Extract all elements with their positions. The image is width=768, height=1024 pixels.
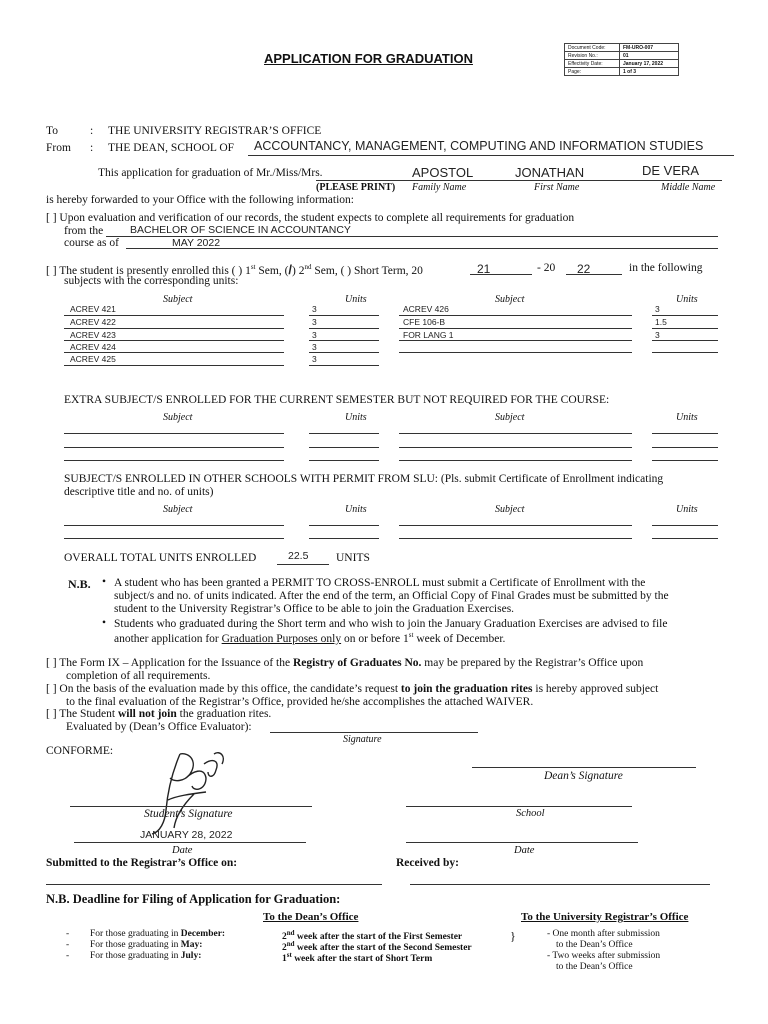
enrolled-tail: in the following — [629, 262, 703, 274]
enrolled-text: [ ] The student is presently enrolled this ( ) 1 — [46, 265, 251, 277]
enrolled-text: Sem, ( — [255, 265, 289, 277]
registrar-office-heading: To the University Registrar’s Office — [521, 911, 689, 923]
subject-label: Subject — [495, 294, 525, 305]
deadline-term: May: — [180, 940, 203, 950]
nb-bullet1-line1: A student who has been granted a PERMIT TO CROSS-ENROLL must submit a Certificate of Enrollment with the — [114, 577, 646, 589]
middle-name-label: Middle Name — [661, 182, 716, 193]
received-label: Received by: — [396, 857, 459, 869]
subject-label: Subject — [495, 504, 525, 515]
units-cell: 3 — [312, 330, 317, 340]
deadline-text: For those graduating in — [90, 929, 181, 939]
check1-line2: completion of all requirements. — [66, 670, 211, 682]
nb-label: N.B. — [68, 577, 91, 591]
deadline-row-3 — [90, 951, 201, 961]
subject-label: Subject — [163, 504, 193, 515]
deadline-text: 2 — [282, 932, 287, 943]
bullet: • — [102, 576, 107, 588]
subject-cell: CFE 106-B — [403, 317, 446, 327]
subject-label: Subject — [163, 294, 193, 305]
colon: : — [90, 125, 94, 137]
sup: nd — [286, 940, 295, 948]
document-control-table — [564, 43, 679, 76]
nb-bullet2-line2 — [114, 631, 505, 645]
applicant-intro: This application for graduation of Mr./Miss/Mrs. — [98, 167, 323, 179]
registrar-note: to the Dean’s Office — [556, 940, 633, 950]
units-cell: 3 — [655, 330, 660, 340]
dash: - — [66, 940, 70, 950]
dean-office-heading: To the Dean’s Office — [263, 911, 359, 923]
registrar-note: - One month after submission — [547, 929, 660, 939]
subject-label: Subject — [163, 412, 193, 423]
school-name: ACCOUNTANCY, MANAGEMENT, COMPUTING AND INFORMATION STUDIES — [254, 139, 704, 153]
check1-line1 — [46, 657, 643, 669]
check-text: is hereby approved subject — [532, 683, 659, 695]
to-label: To — [46, 125, 58, 137]
dash: - — [66, 951, 70, 961]
year2: 22 — [577, 262, 591, 276]
control-label: Revision No.: — [565, 52, 620, 60]
check-text: [ ] The Student — [46, 708, 118, 720]
deadline-text: 1 — [282, 954, 287, 965]
other-schools-line2: descriptive title and no. of units) — [64, 486, 214, 498]
first-name-label: First Name — [534, 182, 580, 193]
page-title: APPLICATION FOR GRADUATION — [264, 51, 473, 66]
units-label: Units — [345, 294, 367, 305]
colon: : — [90, 142, 94, 154]
nb-bullet1-line3: student to the University Registrar’s Office to be able to join the Graduation Exercises. — [114, 603, 515, 615]
check-bold-text: Registry of Graduates No. — [292, 657, 422, 669]
signature-label: Signature — [343, 734, 382, 745]
deadline-heading: N.B. Deadline for Filing of Application for Graduation: — [46, 892, 341, 906]
nb-text: week of December. — [413, 632, 506, 645]
units-label: Units — [676, 504, 698, 515]
student-signature-label: Student’s Signature — [144, 808, 233, 820]
deadline-row-1 — [90, 929, 225, 939]
first-name: JONATHAN — [515, 165, 585, 180]
registrar-note: to the Dean’s Office — [556, 962, 633, 972]
deadline-row-3-week — [282, 951, 432, 964]
control-value: FM-URO-007 — [620, 44, 679, 52]
evaluation-line: [ ] Upon evaluation and verification of our records, the student expects to complete all requirements for graduation — [46, 212, 575, 224]
units-cell: 3 — [312, 304, 317, 314]
to-value: THE UNIVERSITY REGISTRAR’S OFFICE — [108, 125, 322, 137]
deadline-term: December: — [180, 929, 226, 939]
control-value: 01 — [620, 52, 679, 60]
enrolled-line-b: subjects with the corresponding units: — [64, 275, 239, 287]
subject-cell: ACREV 422 — [70, 317, 116, 327]
subject-cell: ACREV 423 — [70, 330, 116, 340]
control-label: Effectivity Date: — [565, 60, 620, 68]
course-as-of-label: course as of — [64, 237, 119, 249]
other-schools-line1: SUBJECT/S ENROLLED IN OTHER SCHOOLS WITH PERMIT FROM SLU: (Pls. submit Certificate of Enrollment indicating — [64, 473, 664, 485]
enrolled-text: Sem, ( ) Short Term, 20 — [311, 265, 423, 277]
from-value: THE DEAN, SCHOOL OF — [108, 142, 235, 154]
check3-line1 — [46, 708, 271, 720]
school-date-line — [406, 842, 638, 843]
middle-name: DE VERA — [642, 163, 700, 178]
year1: 21 — [477, 262, 491, 276]
sup: st — [250, 263, 256, 272]
deadline-row-2 — [90, 940, 202, 950]
year-dash: - 20 — [537, 262, 556, 274]
total-label: OVERALL TOTAL UNITS ENROLLED — [64, 552, 257, 564]
nb-text: on or before 1 — [341, 632, 409, 645]
bullet: • — [102, 617, 107, 629]
course-date: MAY 2022 — [172, 237, 221, 249]
sup: st — [408, 631, 414, 639]
units-label: Units — [676, 294, 698, 305]
school-signature-line — [406, 806, 632, 807]
units-label: Units — [676, 412, 698, 423]
student-sign-date: JANUARY 28, 2022 — [140, 829, 233, 841]
family-name: APOSTOL — [412, 165, 474, 180]
course-name: BACHELOR OF SCIENCE IN ACCOUNTANCY — [130, 224, 351, 236]
units-cell: 3 — [655, 304, 660, 314]
check-text: may be prepared by the Registrar’s Office upon — [421, 657, 644, 669]
family-name-label: Family Name — [412, 182, 467, 193]
subject-label: Subject — [495, 412, 525, 423]
dean-signature-label: Dean’s Signature — [544, 770, 623, 782]
units-cell: 1.5 — [655, 317, 667, 327]
subject-cell: ACREV 425 — [70, 354, 116, 364]
check-text: [ ] On the basis of the evaluation made by this office, the candidate’s request — [46, 683, 401, 695]
units-cell: 3 — [312, 354, 317, 364]
nb-bullet1-line2: subject/s and no. of units indicated. After the end of the term, an Official Copy of Final Grades must be submitted by the — [114, 590, 669, 602]
check-bold-text: to join the graduation rites — [400, 683, 533, 695]
check2-line2: to the final evaluation of the Registrar’s Office, provided he/she accomplishes the attached WAIVER. — [66, 696, 534, 708]
please-print: (PLEASE PRINT) — [316, 182, 396, 193]
second-sem-check-mark: / — [288, 262, 293, 277]
registrar-note: - Two weeks after submission — [547, 951, 661, 961]
sup: st — [286, 951, 292, 959]
total-units-label: UNITS — [336, 552, 370, 564]
units-label: Units — [345, 504, 367, 515]
sup: nd — [286, 929, 295, 937]
control-label: Document Code: — [565, 44, 620, 52]
subject-cell: ACREV 421 — [70, 304, 116, 314]
check-text: [ ] The Form IX – Application for the Issuance of the — [46, 657, 293, 669]
forward-text: is hereby forwarded to your Office with the following information: — [46, 194, 354, 206]
nb-bullet2-line1: Students who graduated during the Short term and who wish to join the January Graduation Exercises are advised to file — [114, 618, 668, 630]
extra-heading: EXTRA SUBJECT/S ENROLLED FOR THE CURRENT SEMESTER BUT NOT REQUIRED FOR THE COURSE: — [64, 394, 610, 406]
deadline-text: For those graduating in — [90, 940, 181, 950]
date-label: Date — [514, 845, 535, 856]
units-label: Units — [345, 412, 367, 423]
dean-signature-line — [472, 767, 696, 768]
deadline-text: week after the start of the First Semester — [294, 932, 463, 943]
submitted-label: Submitted to the Registrar’s Office on: — [46, 857, 238, 869]
date-label: Date — [172, 845, 193, 856]
student-signature-line — [70, 806, 312, 807]
units-cell: 3 — [312, 342, 317, 352]
check-bold-text: will not join — [117, 708, 177, 720]
school-line — [248, 155, 734, 156]
enrolled-text: ) 2 — [292, 265, 305, 277]
control-value: 1 of 3 — [620, 68, 679, 76]
deadline-text: week after the start of the Second Semester — [294, 943, 472, 954]
check-text: the graduation rites. — [176, 708, 272, 720]
deadline-term: July: — [180, 951, 202, 961]
deadline-text: For those graduating in — [90, 951, 181, 961]
units-cell: 3 — [312, 317, 317, 327]
evaluator-signature-line — [270, 732, 478, 733]
sup: nd — [304, 263, 312, 272]
received-line — [410, 884, 710, 885]
deadline-text: 2 — [282, 943, 287, 954]
evaluated-by: Evaluated by (Dean’s Office Evaluator): — [66, 721, 252, 733]
control-label: Page: — [565, 68, 620, 76]
nb-underlined-text: Graduation Purposes only — [221, 632, 342, 645]
submitted-line — [46, 884, 382, 885]
subject-cell: ACREV 424 — [70, 342, 116, 352]
dash: - — [66, 929, 70, 939]
check2-line1 — [46, 683, 658, 695]
nb-text: another application for — [114, 632, 222, 645]
student-date-line — [74, 842, 306, 843]
control-value: January 17, 2022 — [620, 60, 679, 68]
from-label: From — [46, 142, 71, 154]
deadline-text: week after the start of Short Term — [291, 954, 433, 965]
subject-cell: FOR LANG 1 — [403, 330, 454, 340]
from-the-label: from the — [64, 225, 104, 237]
year2-line — [566, 274, 622, 275]
subject-cell: ACREV 426 — [403, 304, 449, 314]
name-line — [316, 180, 722, 181]
total-units-value: 22.5 — [288, 550, 309, 562]
conforme-label: CONFORME: — [46, 745, 114, 757]
school-label: School — [516, 808, 545, 819]
student-signature-icon — [146, 748, 238, 842]
brace-icon: } — [510, 929, 516, 943]
